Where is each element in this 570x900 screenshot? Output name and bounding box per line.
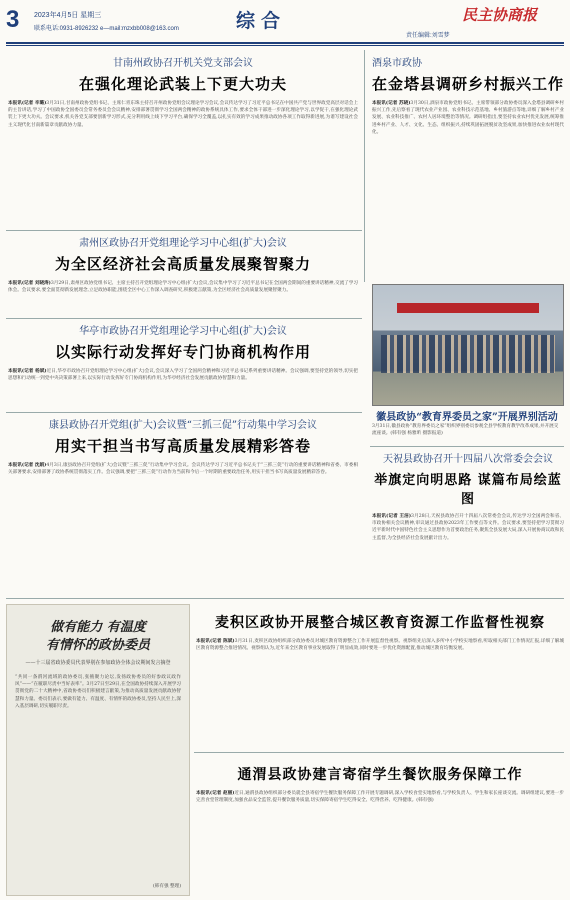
photo-banner	[397, 303, 539, 313]
article-lead: 本报讯(记者 陈斌)	[196, 639, 235, 644]
feature-subtitle: ——十三届省政协委员代表界别在参加政协全体会议期间发言摘登	[25, 660, 171, 666]
photo-caption-title: 徽县政协“教育界委员之家”开展界别活动	[376, 412, 558, 423]
article-kicker: 肃州区政协召开党组理论学习中心组(扩大)会议	[79, 238, 287, 249]
editor-credit: 责任编辑:刘雪梦	[406, 33, 450, 39]
section-divider	[6, 230, 362, 231]
article-title: 在金塔县调研乡村振兴工作	[372, 75, 565, 93]
feature-title-2: 有情怀的政协委员	[45, 638, 150, 653]
article-body: 本报讯(记者 刘晓涛)3月29日,肃州区政协党组书记、主席主持召开党组理论学习中心组(扩大)会议,会议集中学习了习近平总书记在全国两会期间的重要讲话精神,交流了学习体会。会议要求,要全面贯彻新发展理念,立足政协职能,围绕全区中心工作深入调查研究,积极建言献策,为全区经济社会高质量发展聚智聚力。	[8, 281, 358, 294]
header-rule	[6, 42, 564, 44]
article-kicker: 华亭市政协召开党组理论学习中心组(扩大)会议	[79, 326, 287, 337]
section-divider	[194, 752, 564, 753]
issue-date: 2023年4月5日 星期三	[34, 12, 102, 19]
article-lead: 本报讯(记者 沈娟)	[8, 463, 47, 468]
article-body: 本报讯(记者 陈斌)3月31日,麦积区政协组织部分政协委员对城区教育资源整合工作开展监督性视察。视察组先后深入多所中小学校实地察看,听取相关部门工作情况汇报,详细了解城区教育资源整合推进情况。视察组认为,近年来全区教育事业发展取得了明显成效,同时要进一步优化资源配置,推动城区教育均衡发展。	[196, 639, 564, 652]
section-divider	[370, 446, 564, 447]
article-tongwei	[196, 760, 564, 890]
article-maiji	[196, 608, 564, 756]
column-divider	[364, 50, 365, 282]
header-rule-thin	[6, 45, 564, 46]
article-lead: 本报讯(记者 王洁)	[372, 514, 412, 519]
contact-info: 联系电话:0931-8926232 e—mail:mzxbb008@163.com	[34, 26, 179, 32]
photo-group	[381, 335, 555, 373]
feature-title-1: 做有能力 有温度	[50, 620, 146, 635]
article-kicker: 康县政协召开党组(扩大)会议暨“三抓三促”行动集中学习会议	[48, 420, 318, 431]
article-body: 本报讯(记者 杨斌)近日,华亭市政协召开党组理论学习中心组(扩大)会议,会议深入学习了全国两会精神和习近平总书记系列重要讲话精神。会议强调,要坚持党的领导,切实把思想和行动统一到党中央决策部署上来,以实际行动发挥好专门协商机构作用,为华亭经济社会发展贡献政协智慧和力量。	[8, 369, 358, 382]
article-title: 以实际行动发挥好专门协商机构作用	[54, 343, 311, 361]
article-body: 本报讯(记者 赵丽)近日,通渭县政协组织部分委员就全县寄宿学生餐饮服务保障工作开展专题调研,深入学校食堂实地察看,与学校负责人、学生和家长座谈交流。调研组建议,要进一步完善食堂管理制度,加强食品安全监管,提升餐饮服务质量,切实保障寄宿学生吃得安全、吃得营养、吃得健康。(韩有强)	[196, 791, 564, 804]
section-divider	[6, 318, 362, 319]
article-title: 麦积区政协开展整合城区教育资源工作监督性视察	[215, 615, 545, 631]
article-body: 本报讯(记者 沈娟)4月3日,康县政协召开党组(扩大)会议暨“三抓三促”行动集中学习会议。会议传达学习了习近平总书记关于“三抓三促”行动的重要讲话精神和省委、市委相关部署要求,安排部署了政协系统贯彻落实工作。会议强调,要把“三抓三促”行动作为当前和今后一个时期的重要政治任务,用实干担当书写高质量发展精彩答卷。	[8, 463, 358, 476]
article-body: 本报讯(记者 辛璐)3月31日,甘南州政协党组书记、主席仁青东珠主持召开州政协党组会议理论学习会议,会议传达学习了习近平总书记在中国共产党与世界政党高层对话会上的主旨讲话,学习了中国政协全国委员会常务委员会会议精神,安排部署贯彻学习全国两会精神的政协系统具体工作,要求全体干部进一步深化理论学习,以学促干,在强化理论武装上下更大功夫。会议要求,机关各党支部要创新学习形式,充分利用线上线下学习平台,确保学习全覆盖,以扎实有效的学习成果推动政协各项工作取得新进展,为谱写建设社会主义现代化甘南新篇章贡献政协力量。	[8, 101, 358, 128]
article-title: 为全区经济社会高质量发展聚智聚力	[54, 255, 311, 273]
article-kicker: 甘南州政协召开机关党支部会议	[113, 58, 253, 69]
photo-caption: 3月31日,徽县政协“教育界委员之家”组织界别委员参观全县学校教育教学改革成果,并开展交流座谈。(韩有强 杨雅昕 摄影报道)	[372, 424, 559, 436]
article-gannan	[8, 54, 358, 208]
article-title: 通渭县政协建言寄宿学生餐饮服务保障工作	[237, 767, 523, 783]
article-kangxian	[8, 416, 358, 580]
feature-byline: (韩有强 整理)	[152, 884, 181, 889]
article-title: 举旗定向明思路 谋篇布局绘蓝图	[374, 473, 562, 507]
section-divider	[6, 412, 362, 413]
article-title: 用实干担当书写高质量发展精彩答卷	[54, 437, 311, 455]
feature-body: “共同一条渭河流域的政协委员,张掖聚力论坛,发扬政协委员的好参政议政作风”——“在履职尽责中当好表率”。3月27日至29日,在全国政协持续深入开展学习贯彻党的二十大精神中,省政协委员们积极建言献策,为推动高质量发展贡献政协智慧和力量。委员们表示,要做有能力、有温度、有情怀的政协委员,坚持人民至上,深入基层调研,切实履职尽责。	[15, 675, 181, 709]
article-lead: 本报讯(记者 赵丽)	[196, 791, 235, 796]
article-jiuquan	[372, 54, 564, 250]
article-lead: 本报讯(记者 杨斌)	[8, 369, 47, 374]
article-tianzhu	[372, 450, 564, 613]
article-body: 本报讯(记者 苏晓)3月30日,酒泉市政协党组书记、主席带领部分政协委员深入金塔县调研乡村振兴工作,先后察看了现代农业产业园、农业科技示范基地、乡村旅游点等地,详细了解乡村产业发展、农业科技推广、农村人居环境整治等情况。调研组指出,要坚持农业农村优先发展,统筹推进乡村产业、人才、文化、生态、组织振兴,持续巩固拓展脱贫攻坚成果,加快推进农业农村现代化。	[372, 101, 564, 135]
article-body: 本报讯(记者 王洁)3月28日,天祝县政协召开十四届八次常委会会议,传达学习全国两会和省、市政协相关会议精神,审议通过县政协2023年工作要点等文件。会议要求,要坚持把学习贯彻习近平新时代中国特色社会主义思想作为首要政治任务,聚焦全县发展大局,深入开展协商议政和民主监督,为全县经济社会发展献计出力。	[372, 514, 564, 541]
article-title: 在强化理论武装上下更大功夫	[78, 75, 287, 93]
article-lead: 本报讯(记者 苏晓)	[372, 101, 411, 106]
article-lead: 本报讯(记者 辛璐)	[8, 101, 47, 106]
article-kicker: 酒泉市政协	[372, 58, 422, 69]
article-lead: 本报讯(记者 刘晓涛)	[8, 281, 51, 286]
page-number: 3	[6, 6, 20, 33]
feature-box	[6, 604, 190, 896]
section-divider	[6, 598, 564, 599]
section-title: 综合	[236, 10, 287, 32]
article-kicker: 天祝县政协召开十四届八次常委会会议	[383, 454, 553, 465]
newspaper-masthead: 民主协商报	[462, 6, 538, 24]
news-photo	[372, 284, 564, 406]
page-header	[0, 0, 570, 42]
